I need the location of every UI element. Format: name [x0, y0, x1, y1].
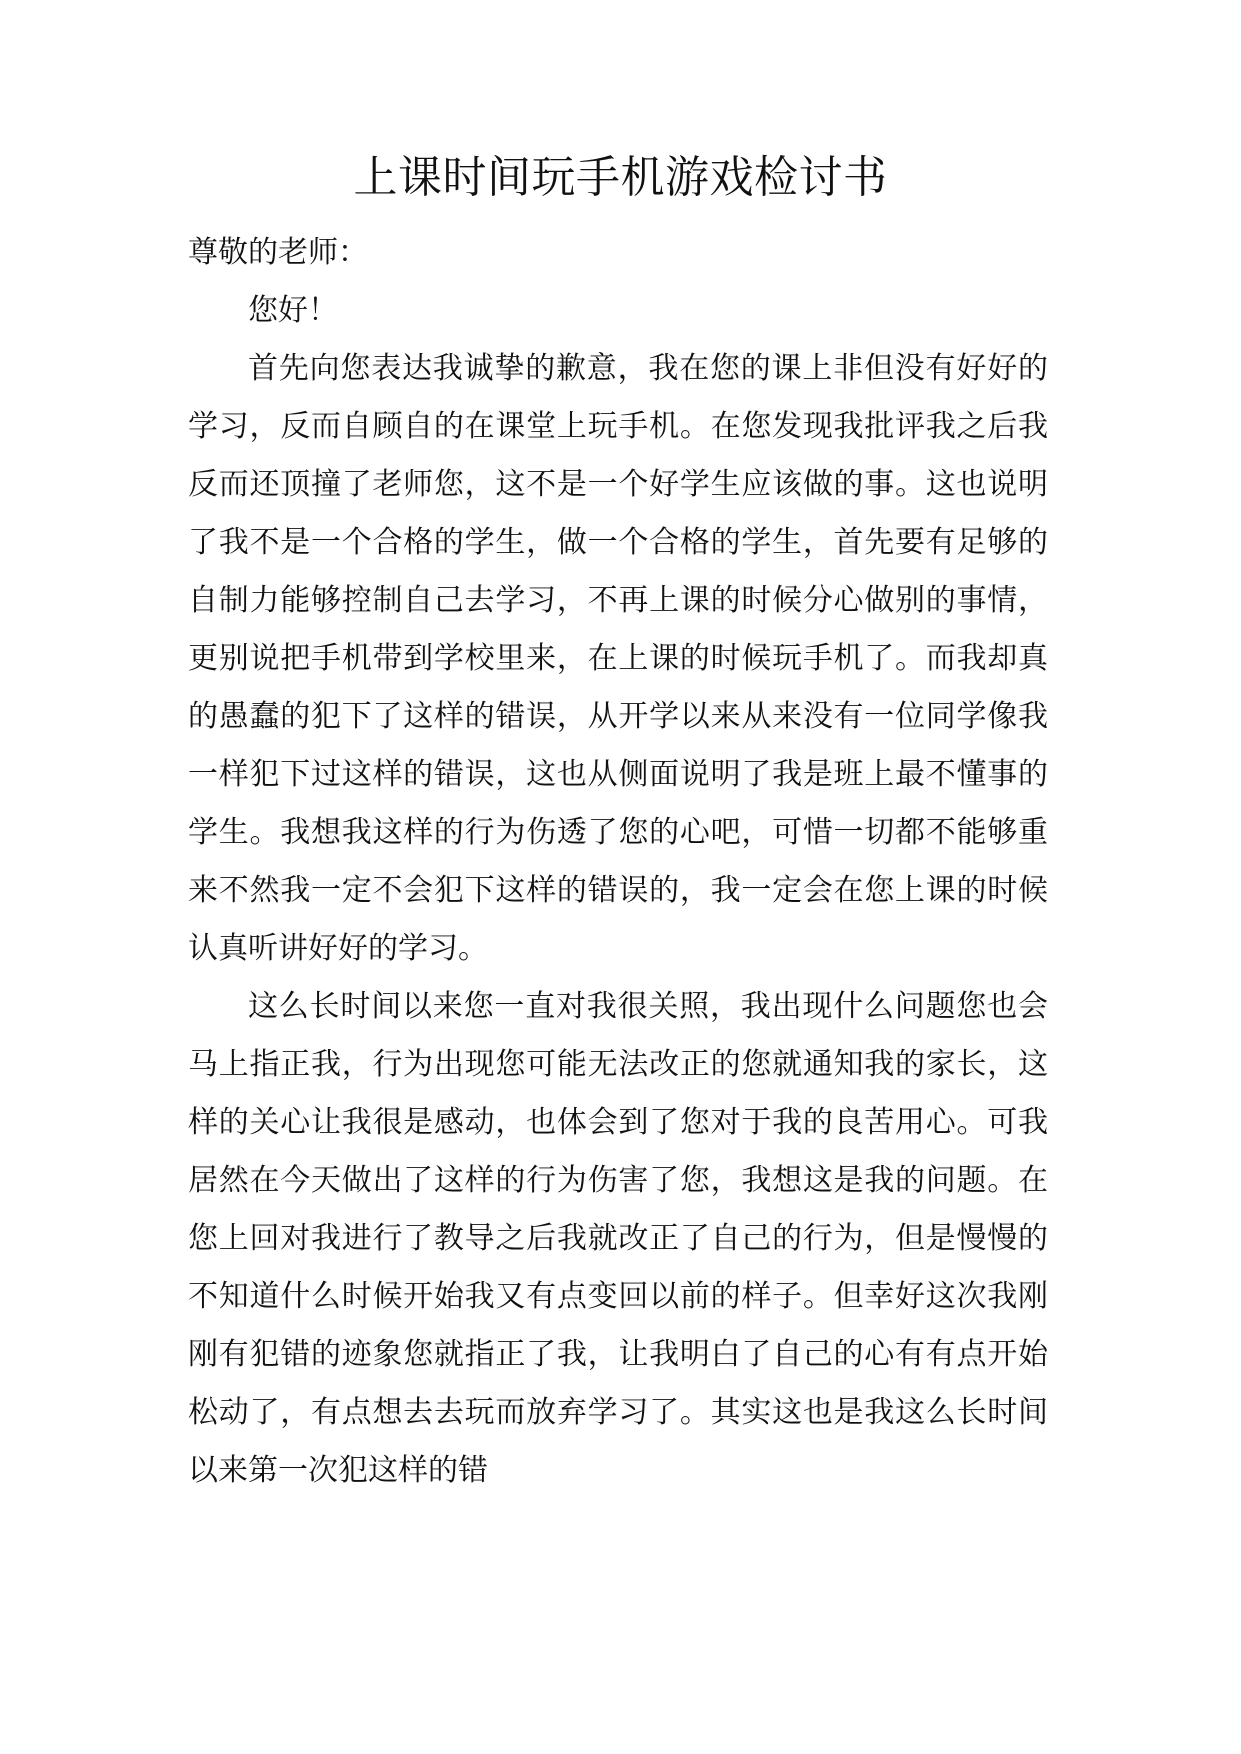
document-title: 上课时间玩手机游戏检讨书: [353, 152, 888, 203]
paragraph-1: 首先向您表达我诚挚的歉意，我在您的课上非但没有好好的学习，反而自顾自的在课堂上玩手机。在您发现我批评我之后我反而还顶撞了老师您，这不是一个好学生应该做的事。这也说明了我不是一个合格的学生，做一个合格的学生，首先要有足够的自制力能够控制自己去学习，不再上课的时候分心做别的事情，更别说把手机带到学校里来，在上课的时候玩手机了。而我却真的愚蠢的犯下了这样的错误，从开学以来从来没有一位同学像我一样犯下过这样的错误，这也从侧面说明了我是班上最不懂事的学生。我想我这样的行为伤透了您的心吧，可惜一切都不能够重来不然我一定不会犯下这样的错误的，我一定会在您上课的时候认真听讲好好的学习。: [188, 351, 1048, 966]
paragraph-2: 这么长时间以来您一直对我很关照，我出现什么问题您也会马上指正我，行为出现您可能无法改正的您就通知我的家长，这样的关心让我很是感动，也体会到了您对于我的良苦用心。可我居然在今天做出了这样的行为伤害了您，我想这是我的问题。在您上回对我进行了教导之后我就改正了自己的行为，但是慢慢的不知道什么时候开始我又有点变回以前的样子。但幸好这次我刚刚有犯错的迹象您就指正了我，让我明白了自己的心有有点开始松动了，有点想去去玩而放弃学习了。其实这也是我这么长时间以来第一次犯这样的错: [188, 989, 1048, 1488]
greeting: 您好！: [248, 293, 338, 328]
document-body: [188, 224, 1048, 1500]
salutation: 尊敬的老师：: [188, 235, 368, 270]
